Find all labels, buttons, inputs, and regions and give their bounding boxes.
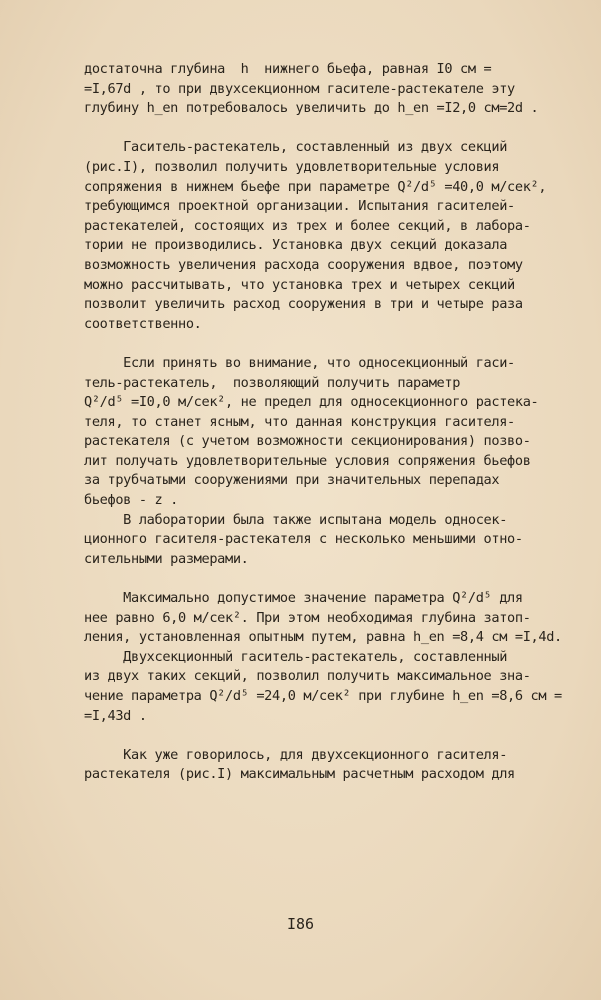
body-line: сительными размерами. [84,550,249,567]
body-line: теля, то станет ясным, что данная конструкция гасителя- [84,413,515,430]
body-line: ления, установленная опытным путем, равна h_en =8,4 см =I,4d. [84,629,562,646]
body-line: сопряжения в нижнем бьефе при параметре Q²/d⁵ =40,0 м/сек², [84,178,547,195]
body-line: соответственно. [84,315,202,332]
body-line: Двухсекционный гаситель-растекатель, составленный [84,648,508,665]
body-line: глубину h_en потребовалось увеличить до h_en =I2,0 см=2d . [84,100,539,117]
body-line: Гаситель-растекатель, составленный из двух секций [84,139,508,156]
body-line: лит получать удовлетворительные условия сопряжения бьефов [84,452,531,469]
body-line: растекателей, состоящих из трех и более секций, в лабора- [84,217,531,234]
body-line: Максимально допустимое значение параметра Q²/d⁵ для [84,590,523,607]
body-line: за трубчатыми сооружениями при значительных перепадах [84,472,500,489]
body-line: Если принять во внимание, что односекционный гаси- [84,354,515,371]
body-line: Как уже говорилось, для двухсекционного гасителя- [84,746,508,763]
body-line: =I,67d , то при двухсекционном гасителе-растекателе эту [84,80,515,97]
page-number: I86 [286,915,315,933]
body-line: тель-растекатель, позволяющий получить параметр [84,374,461,391]
body-line: из двух таких секций, позволил получить максимальное зна- [84,668,531,685]
body-line: нее равно 6,0 м/сек². При этом необходимая глубина затоп- [84,609,531,626]
body-line: ционного гасителя-растекателя с несколько меньшими отно- [84,531,523,548]
body-line: растекателя (рис.I) максимальным расчетным расходом для [84,766,515,783]
body-line: возможность увеличения расхода сооружения вдвое, поэтому [84,256,523,273]
body-line: чение параметра Q²/d⁵ =24,0 м/сек² при глубине h_en =8,6 см = [84,688,562,704]
body-line: позволит увеличить расход сооружения в три и четыре раза [84,296,523,313]
body-line: можно рассчитывать, что установка трех и четырех секций [84,276,515,293]
body-line: бьефов - z . [84,492,179,509]
body-text [84,60,594,785]
body-line: тории не производились. Установка двух секций доказала [84,237,508,254]
body-line: растекателя (с учетом возможности секционирования) позво- [84,433,531,450]
body-line: (рис.I), позволил получить удовлетворительные условия [84,158,500,175]
body-line: достаточна глубина h нижнего бьефа, равная I0 см = [84,61,492,77]
body-line: требующимся проектной организации. Испытания гасителей- [84,198,515,215]
body-line: В лаборатории была также испытана модель односек- [84,511,508,528]
body-line: Q²/d⁵ =I0,0 м/сек², не предел для односекционного растека- [84,394,539,411]
body-line: =I,43d . [84,707,147,724]
